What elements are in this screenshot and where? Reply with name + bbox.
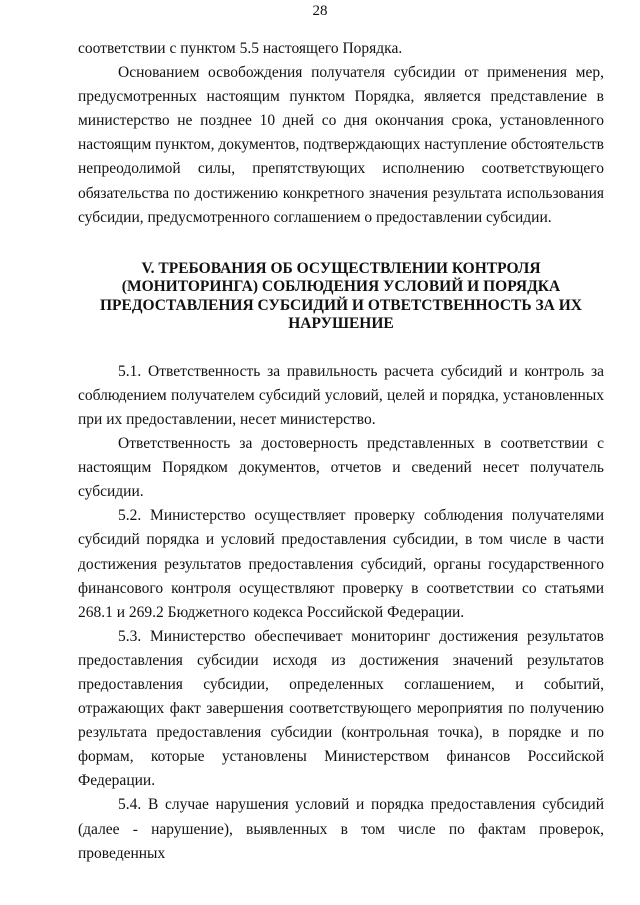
paragraph-responsibility: Ответственность за достоверность представленных в соответствии с настоящим Порядком документов, отчетов и сведений несет получатель субсидии. [78, 435, 604, 501]
paragraph-continuation: соответствии с пунктом 5.5 настоящего Порядка. [78, 40, 403, 57]
document-body [78, 37, 604, 866]
page-number: 28 [312, 3, 328, 19]
section-body [78, 360, 604, 866]
paragraph-5-2: 5.2. Министерство осуществляет проверку соблюдения получателями субсидий порядка и условий предоставления субсидии, в том числе в части достижения результатов предоставления субсидий, органы государственного финансового контроля осуществляют проверку в соответствии со статьями 268.1 и 269.2 Бюджетного кодекса Российской Федерации. [78, 507, 604, 621]
paragraph-exemption-basis: Основанием освобождения получателя субсидии от применения мер, предусмотренных настоящим пунктом Порядка, является представление в министерство не позднее 10 дней со дня окончания срока, установленного настоящим пунктом, документов, подтверждающих наступление обстоятельств непреодолимой силы, препятствующих исполнению соответствующего обязательства по достижению конкретного значения результата использования субсидии, предусмотренного соглашением о предоставлении субсидии. [78, 64, 604, 226]
section-heading: V. ТРЕБОВАНИЯ ОБ ОСУЩЕСТВЛЕНИИ КОНТРОЛЯ (МОНИТОРИНГА) СОБЛЮДЕНИЯ УСЛОВИЙ И ПОРЯДКА ПРЕДОСТАВЛЕНИЯ СУБСИДИЙ И ОТВЕТСТВЕННОСТЬ ЗА ИХ НАРУШЕНИЕ [99, 259, 582, 333]
paragraph-5-1: 5.1. Ответственность за правильность расчета субсидий и контроль за соблюдением получателем субсидий условий, целей и порядка, установленных при их предоставлении, несет министерство. [78, 362, 604, 428]
paragraph-5-3: 5.3. Министерство обеспечивает мониторинг достижения результатов предоставления субсидии исходя из достижения значений результатов предоставления субсидии, определенных соглашением, и событий, отражающих факт завершения соответствующего мероприятия по получению результата предоставления субсидии (контрольная точка), в порядке и по формам, которые установлены Министерством финансов Российской Федерации. [78, 627, 604, 790]
paragraph-5-4: 5.4. В случае нарушения условий и порядка предоставления субсидий (далее - нарушение), выявленных в том числе по фактам проверок, проведенных [78, 796, 604, 862]
